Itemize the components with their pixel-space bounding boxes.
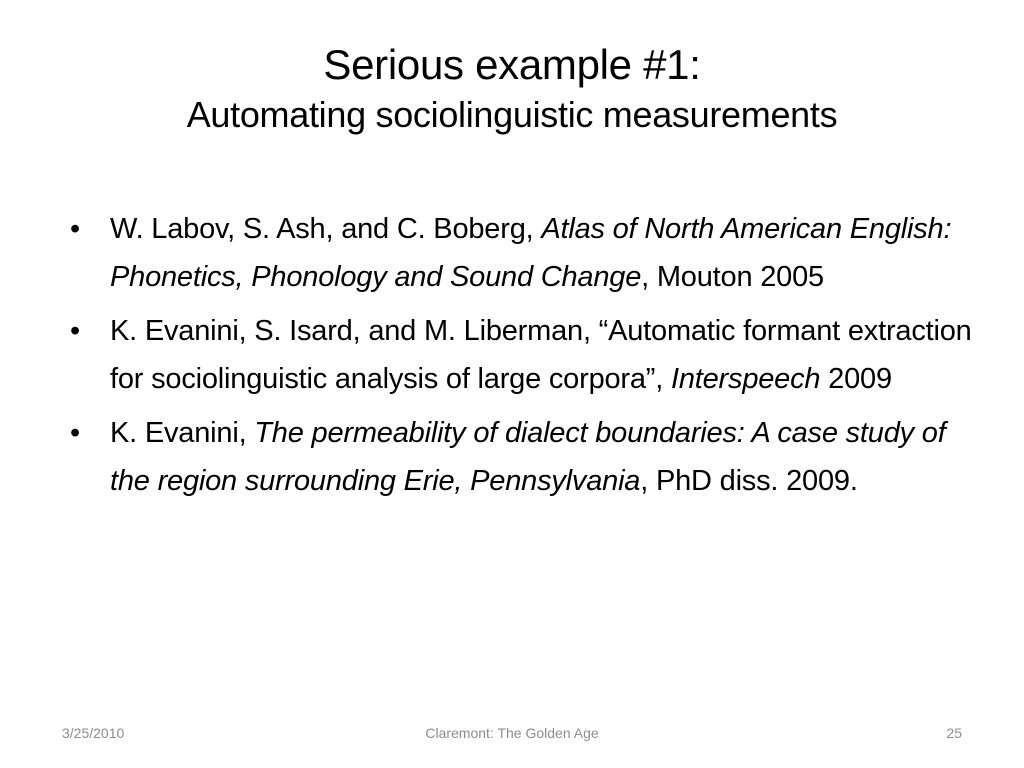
bullet-icon: • xyxy=(70,315,80,347)
reference-list xyxy=(70,205,980,511)
reference-publication: , PhD diss. 2009. xyxy=(640,465,858,497)
bullet-icon: • xyxy=(70,417,80,449)
footer-date: 3/25/2010 xyxy=(62,725,125,741)
slide-subtitle: Automating sociolinguistic measurements xyxy=(186,94,838,135)
slide-title: Serious example #1: xyxy=(323,41,701,88)
footer-title: Claremont: The Golden Age xyxy=(425,725,599,741)
reference-authors: W. Labov, S. Ash, and C. Boberg, xyxy=(110,213,542,245)
reference-item xyxy=(70,307,980,403)
reference-publication: , Mouton 2005 xyxy=(641,261,824,293)
reference-work-title: The permeability of dialect boundaries: A case study of the region surrounding Erie, Pennsylvania xyxy=(110,417,946,497)
reference-work-title: Atlas of North American English: Phonetics, Phonology and Sound Change xyxy=(110,213,952,293)
reference-authors: K. Evanini, S. Isard, and M. Liberman, “Automatic formant extraction for sociolinguistic analysis of large corpora”, xyxy=(110,315,972,395)
bullet-icon: • xyxy=(70,213,80,245)
reference-publication: 2009 xyxy=(820,363,892,395)
title-block xyxy=(40,38,984,138)
reference-item xyxy=(70,205,980,301)
reference-item xyxy=(70,409,980,505)
reference-work-title: Interspeech xyxy=(670,363,821,395)
reference-authors: K. Evanini, xyxy=(110,417,255,449)
footer-page-number: 25 xyxy=(946,725,962,741)
